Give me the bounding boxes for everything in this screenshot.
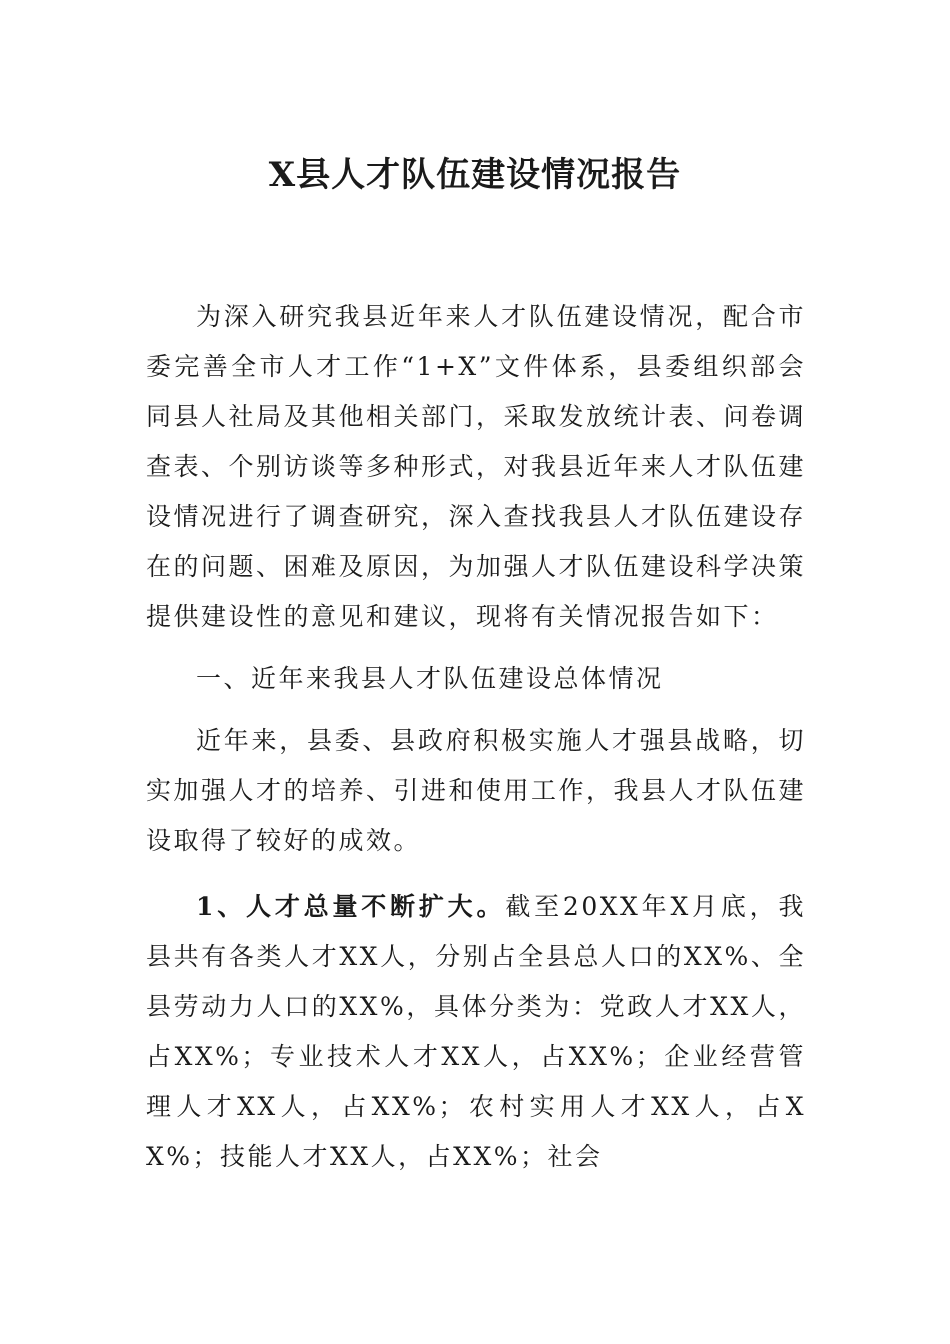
document-title: X县人才队伍建设情况报告 <box>268 155 682 195</box>
talent-total-lead: 1、人才总量不断扩大。 <box>196 892 506 921</box>
section-heading-1: 一、近年来我县人才队伍建设总体情况 <box>196 664 664 693</box>
talent-total-paragraph <box>146 882 806 1182</box>
section-1-intro-paragraph: 近年来，县委、县政府积极实施人才强县战略，切实加强人才的培养、引进和使用工作，我县人才队伍建设取得了较好的成效。 <box>146 726 807 855</box>
document-body <box>146 292 806 1182</box>
talent-total-text: 截至20XX年X月底，我县共有各类人才XX人，分别占全县总人口的XX%、全县劳动力人口的XX%，具体分类为：党政人才XX人，占XX%；专业技术人才XX人，占XX%；企业经营管理人才XX人，占XX%；农村实用人才XX人，占XX%；技能人才XX人，占XX%；社会 <box>146 892 806 1171</box>
intro-paragraph: 为深入研究我县近年来人才队伍建设情况，配合市委完善全市人才工作“1+X”文件体系，县委组织部会同县人社局及其他相关部门，采取发放统计表、问卷调查表、个别访谈等多种形式，对我县近年来人才队伍建设情况进行了调查研究，深入查找我县人才队伍建设存在的问题、困难及原因，为加强人才队伍建设科学决策提供建设性的意见和建议，现将有关情况报告如下： <box>146 302 807 631</box>
